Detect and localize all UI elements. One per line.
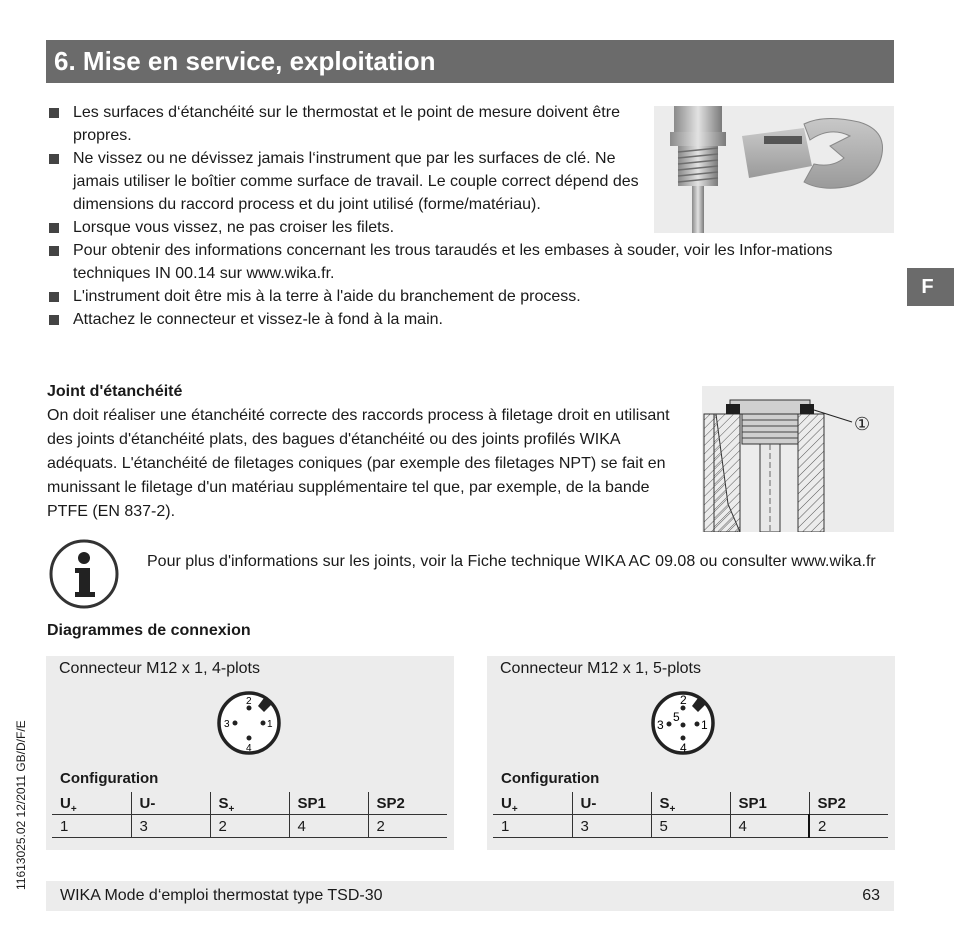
table-cell: 4 (730, 815, 809, 838)
list-item (48, 101, 663, 147)
document-code: 11613025.02 12/2011 GB/D/F/E (14, 720, 28, 890)
square-bullet-icon (49, 223, 59, 233)
footer-text: WIKA Mode d‘emploi thermostat type TSD-30 (60, 887, 383, 904)
square-bullet-icon (49, 154, 59, 164)
seal-cross-section-illustration (702, 386, 894, 532)
table-cell: 2 (809, 815, 888, 838)
square-bullet-icon (49, 292, 59, 302)
pin-label: 1 (701, 718, 708, 732)
table-row (52, 815, 447, 838)
pin-label: 1 (267, 719, 273, 730)
page-footer (46, 881, 894, 911)
pin-label: 3 (657, 718, 664, 732)
table-cell: 2 (210, 815, 289, 838)
column-header: SP2 (368, 792, 447, 815)
panel-title: Connecteur M12 x 1, 5-plots (500, 660, 701, 677)
column-header: U- (572, 792, 651, 815)
table-cell: 3 (572, 815, 651, 838)
seal-diagram (702, 386, 894, 532)
table-header-row (52, 792, 447, 815)
page-number: 63 (862, 887, 880, 904)
connector-pinout-4pin (206, 688, 292, 758)
info-icon (48, 538, 120, 610)
connector-panel-5pin (487, 656, 895, 850)
config-table (493, 792, 888, 838)
list-item (48, 147, 663, 216)
table-cell: 1 (493, 815, 572, 838)
bullet-text: Lorsque vous vissez, ne pas croiser les filets. (73, 219, 395, 236)
pin-label: 2 (680, 693, 687, 707)
column-header: U- (131, 792, 210, 815)
info-note: Pour plus d'informations sur les joints, voir la Fiche technique WIKA AC 09.08 ou consulter www.wika.fr (147, 553, 876, 570)
column-header: $U_+$ (493, 792, 572, 815)
connector-pinout-5pin (640, 688, 726, 758)
panel-title: Connecteur M12 x 1, 4-plots (59, 660, 260, 677)
list-item (48, 308, 898, 331)
column-header: $S_+$ (651, 792, 730, 815)
pin-label: 5 (673, 710, 680, 724)
pin-label: 2 (246, 696, 252, 707)
table-row (493, 815, 888, 838)
bullet-text: Attachez le connecteur et vissez-le à fond à la main. (73, 311, 443, 328)
wrench-thermostat-photo (654, 106, 894, 233)
config-table (52, 792, 447, 838)
connector-panel-4pin (46, 656, 454, 850)
config-label: Configuration (60, 770, 159, 787)
section-title: 6. Mise en service, exploitation (46, 40, 894, 83)
list-item (48, 285, 898, 308)
bullet-text: L'instrument doit être mis à la terre à l'aide du branchement de process. (73, 288, 581, 305)
table-cell: 4 (289, 815, 368, 838)
joint-paragraph: On doit réaliser une étanchéité correcte des raccords process à filetage droit en utilisant des joints d'étanchéité plats, des bagues d'étanchéité ou des joints profilés WIKA adéquats. L'étanchéité de filetages coniques (par exemple des filetages NPT) se fait en munissant le filetage d'un matériau supplémentaire tel que, par exemple, de la bande PTFE (EN 837-2). (47, 407, 670, 520)
callout-marker: ① (854, 414, 871, 435)
table-cell: 3 (131, 815, 210, 838)
column-header: $U_+$ (52, 792, 131, 815)
column-header: SP1 (289, 792, 368, 815)
language-tab: F (907, 268, 954, 306)
table-cell: 5 (651, 815, 730, 838)
connections-heading: Diagrammes de connexion (47, 622, 251, 639)
pin-label: 4 (246, 743, 252, 754)
square-bullet-icon (49, 108, 59, 118)
square-bullet-icon (49, 315, 59, 325)
list-item (48, 239, 893, 285)
column-header: $S_+$ (210, 792, 289, 815)
joint-heading: Joint d'étanchéité (47, 383, 183, 400)
pin-label: 4 (680, 741, 687, 755)
column-header: SP1 (730, 792, 809, 815)
bullet-text: Les surfaces d‘étanchéité sur le thermostat et le point de mesure doivent être propres. (73, 104, 620, 144)
config-label: Configuration (501, 770, 600, 787)
wrench-thermostat-illustration (654, 106, 894, 233)
table-header-row (493, 792, 888, 815)
square-bullet-icon (49, 246, 59, 256)
table-cell: 2 (368, 815, 447, 838)
column-header: SP2 (809, 792, 888, 815)
bullet-text: Pour obtenir des informations concernant les trous taraudés et les embases à souder, voir les Infor-mations techniques IN 00.14 sur www.wika.fr. (73, 242, 833, 282)
bullet-text: Ne vissez ou ne dévissez jamais l‘instrument que par les surfaces de clé. Ne jamais utiliser le boîtier comme surface de travail. Le couple correct dépend des dimensions du raccord process et du joint utilisé (forme/matériau). (73, 150, 639, 213)
pin-label: 3 (224, 719, 230, 730)
table-cell: 1 (52, 815, 131, 838)
